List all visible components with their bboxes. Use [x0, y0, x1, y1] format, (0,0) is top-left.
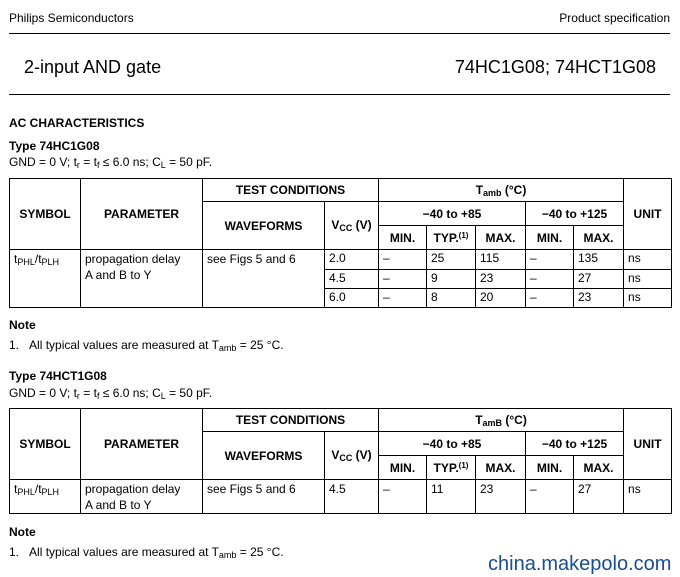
ac-table-74hct1g08 [9, 408, 672, 514]
type-label: Type 74HCT1G08 [9, 369, 107, 383]
header-min-125: MIN. [526, 456, 574, 480]
parameter-cell: propagation delay A and B to Y [81, 480, 203, 514]
header-tamb: $T_{amB}$ (°C) [379, 409, 624, 432]
header-max-125: MAX. [574, 456, 624, 480]
note-title: Note [9, 318, 36, 332]
header-parameter: PARAMETER [81, 179, 203, 250]
header-rule [9, 33, 670, 34]
unit-cell: ns [624, 250, 672, 270]
header-typ: TYP.$^{(1)}$ [427, 456, 476, 480]
title-rule [9, 94, 670, 95]
vcc-cell: 4.5 [325, 270, 379, 289]
ac-table-74hc1g08 [9, 178, 672, 308]
min-cell: – [379, 480, 427, 514]
header-range-125: −40 to +125 [526, 202, 624, 226]
max-125-cell: 23 [574, 289, 624, 308]
header-waveforms: WAVEFORMS [203, 432, 325, 480]
typ-cell: 9 [427, 270, 476, 289]
parameter-cell: propagation delay A and B to Y [81, 250, 203, 308]
symbol-cell: $t_{PHL}/t_{PLH}$ [10, 250, 81, 308]
typ-cell: 11 [427, 480, 476, 514]
vcc-cell: 6.0 [325, 289, 379, 308]
table-row [10, 480, 672, 514]
unit-cell: ns [624, 480, 672, 514]
watermark: china.makepolo.com [488, 553, 672, 575]
min-cell: – [379, 250, 427, 270]
header-vcc: $V_{CC}$ (V) [325, 432, 379, 480]
header-range-125: −40 to +125 [526, 432, 624, 456]
max-cell: 23 [476, 270, 526, 289]
note-text: 1. All typical values are measured at $T_{amb} = 25$ °C. [9, 545, 284, 560]
unit-cell: ns [624, 289, 672, 308]
vcc-cell: 2.0 [325, 250, 379, 270]
min-125-cell: – [526, 250, 574, 270]
header-unit: UNIT [624, 179, 672, 250]
header-min-125: MIN. [526, 226, 574, 250]
type-label: Type 74HC1G08 [9, 139, 100, 153]
vcc-cell: 4.5 [325, 480, 379, 514]
header-range-85: −40 to +85 [379, 432, 526, 456]
header-test-conditions: TEST CONDITIONS [203, 409, 379, 432]
max-cell: 23 [476, 480, 526, 514]
waveform-cell: see Figs 5 and 6 [203, 250, 325, 308]
min-125-cell: – [526, 480, 574, 514]
waveform-cell: see Figs 5 and 6 [203, 480, 325, 514]
header-max: MAX. [476, 456, 526, 480]
max-cell: 115 [476, 250, 526, 270]
header-company: Philips Semiconductors [9, 11, 134, 25]
test-conditions-line: GND = 0 V; $t_r = t_f \le 6.0$ ns; $C_L = 50$ pF. [9, 386, 213, 401]
typ-cell: 25 [427, 250, 476, 270]
header-symbol: SYMBOL [10, 179, 81, 250]
header-tamb: $T_{amb}$ (°C) [379, 179, 624, 202]
typ-cell: 8 [427, 289, 476, 308]
min-cell: – [379, 270, 427, 289]
max-125-cell: 27 [574, 270, 624, 289]
max-125-cell: 135 [574, 250, 624, 270]
header-symbol: SYMBOL [10, 409, 81, 480]
header-vcc: $V_{CC}$ (V) [325, 202, 379, 250]
header-parameter: PARAMETER [81, 409, 203, 480]
max-cell: 20 [476, 289, 526, 308]
header-min: MIN. [379, 226, 427, 250]
note-title: Note [9, 525, 36, 539]
min-125-cell: – [526, 289, 574, 308]
header-max: MAX. [476, 226, 526, 250]
header-waveforms: WAVEFORMS [203, 202, 325, 250]
header-range-85: −40 to +85 [379, 202, 526, 226]
symbol-cell: $t_{PHL}/t_{PLH}$ [10, 480, 81, 514]
table-row [10, 250, 672, 270]
header-doc-type: Product specification [559, 11, 670, 25]
test-conditions-line: GND = 0 V; $t_r = t_f \le 6.0$ ns; $C_L = 50$ pF. [9, 155, 213, 170]
part-numbers: 74HC1G08; 74HCT1G08 [454, 57, 656, 77]
header-unit: UNIT [624, 409, 672, 480]
page-title: 2-input AND gate [24, 57, 162, 77]
header-typ: TYP.$^{(1)}$ [427, 226, 476, 250]
max-125-cell: 27 [574, 480, 624, 514]
header-max-125: MAX. [574, 226, 624, 250]
section-heading: AC CHARACTERISTICS [9, 116, 145, 130]
header-test-conditions: TEST CONDITIONS [203, 179, 379, 202]
min-cell: – [379, 289, 427, 308]
note-text: 1. All typical values are measured at $T_{amb} = 25$ °C. [9, 338, 284, 353]
min-125-cell: – [526, 270, 574, 289]
unit-cell: ns [624, 270, 672, 289]
header-min: MIN. [379, 456, 427, 480]
